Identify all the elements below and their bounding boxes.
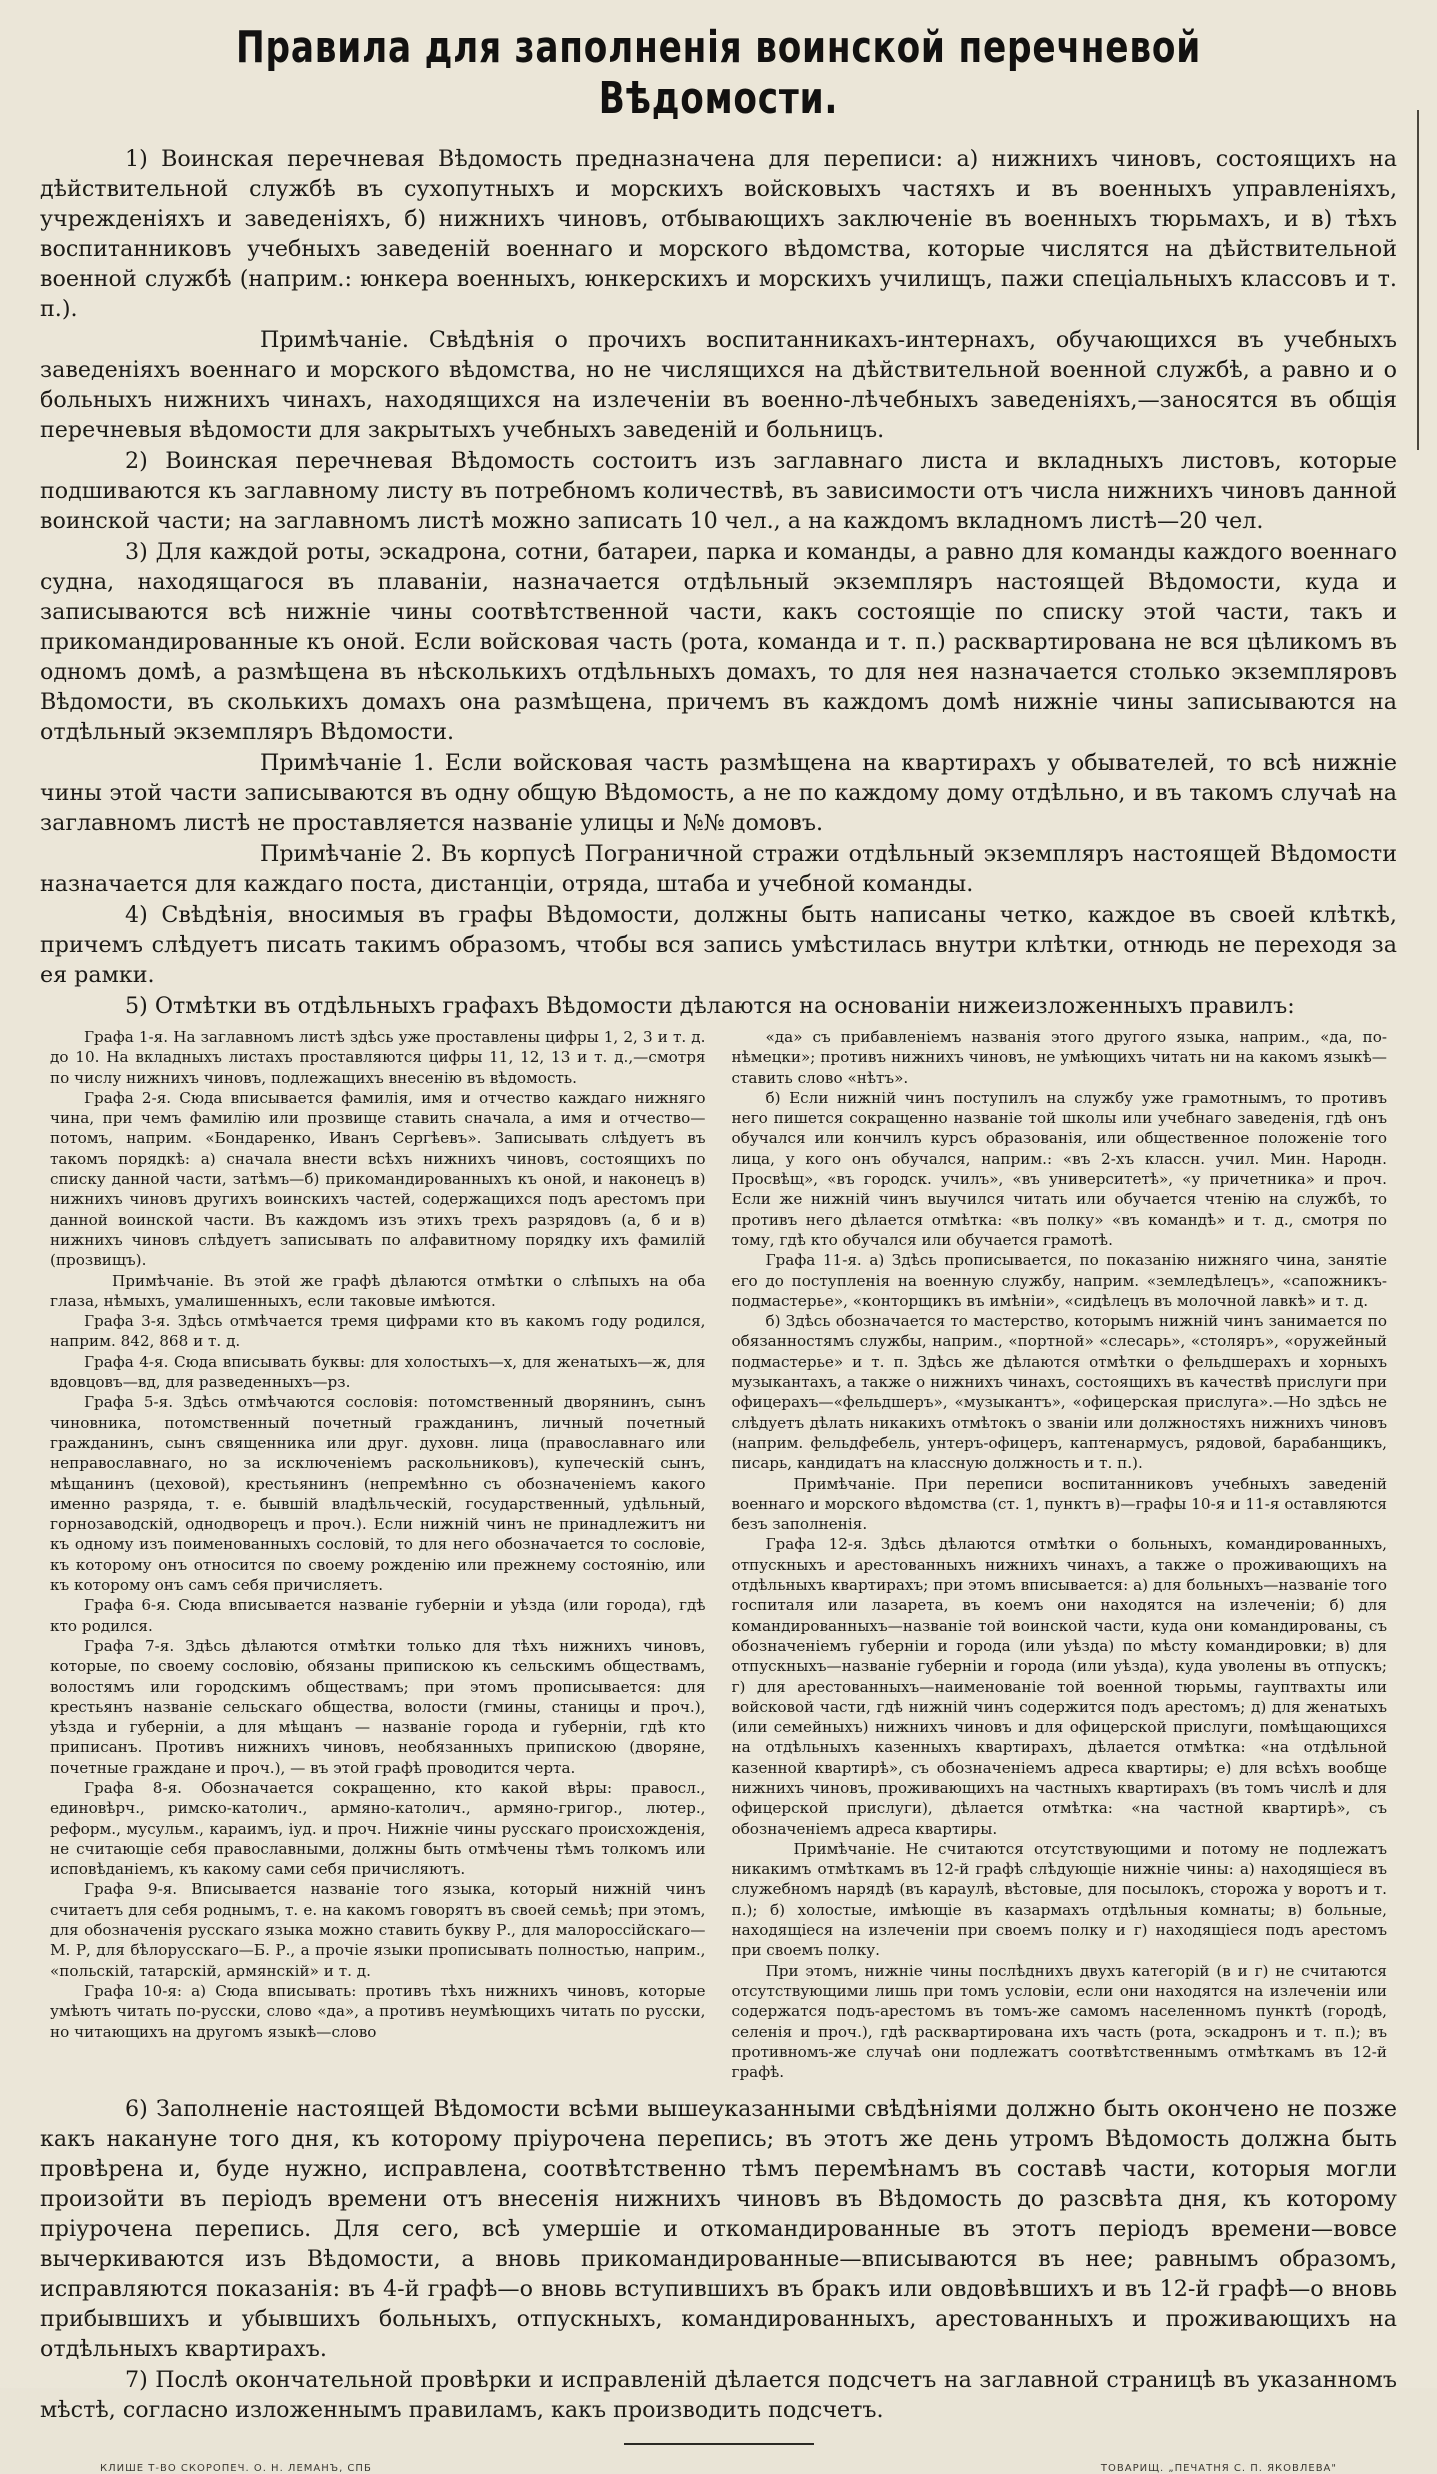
bottom-section [40, 2094, 1397, 2425]
document-title: Правила для заполненія воинской перечневой Вѣдомости. [235, 22, 1202, 124]
column-paragraph: Графа 12-я. Здѣсь дѣлаются отмѣтки о больныхъ, командированныхъ, отпускныхъ и арестованныхъ нижнихъ чинахъ, а также о проживающихъ на отдѣльныхъ квартирахъ; при этомъ вписывается: а) для больныхъ—названіе того госпиталя или лазарета, въ коемъ они находятся на излеченіи; б) для командированныхъ—названіе той воинской части, куда они командированы, съ обозначеніемъ губерніи и города (или уѣзда) по мѣсту командировки; в) для отпускныхъ—названіе губерніи и города (или уѣзда), куда уволены въ отпускъ; г) для арестованныхъ—наименованіе той военной тюрьмы, гауптвахты или войсковой части, гдѣ нижній чинъ содержится подъ арестомъ; д) для женатыхъ (или семейныхъ) нижнихъ чиновъ и для офицерской прислуги, помѣщающихся на отдѣльныхъ казенныхъ квартирахъ, дѣлается отмѣтка: «на отдѣльной казенной квартирѣ», съ обозначеніемъ адреса квартиры; е) для всѣхъ вообще нижнихъ чиновъ, проживающихъ на частныхъ квартирахъ (въ томъ числѣ и для офицерской прислуги), дѣлается отмѣтка: «на частной квартирѣ», съ обозначеніемъ адреса квартиры. [731, 1535, 1387, 1838]
page-edge-mark [1417, 110, 1437, 450]
column-paragraph: б) Если нижній чинъ поступилъ на службу уже грамотнымъ, то противъ него пишется сокращенно названіе той школы или учебнаго заведенія, гдѣ онъ обучался или кончилъ курсъ образованія, или общественное положеніе того лица, у кого онъ обучался, наприм.: «въ 2-хъ классн. учил. Мин. Народн. Просвѣщ», «въ городск. училъ», «въ университетѣ», «у причетника» и проч. Если же нижній чинъ выучился читать или обучается чтенію на службѣ, то противъ него дѣлается отмѣтка: «въ полку» «въ командѣ» и т. д., смотря по тому, гдѣ кто обучался или обучается грамотѣ. [731, 1088, 1387, 1249]
footer-left: КЛИШЕ Т-ВО СКОРОПЕЧ. О. Н. ЛЕМАНЪ, СПБ [100, 2463, 372, 2474]
column-paragraph: Графа 7-я. Здѣсь дѣлаются отмѣтки только для тѣхъ нижнихъ чиновъ, которые, по своему сословію, обязаны припискою къ сельскимъ обществамъ, волостямъ или городскимъ обществамъ; при этомъ прописывается: для крестьянъ названіе сельскаго общества, волости (гмины, станицы и проч.), уѣзда и губерніи, а для мѣщанъ — названіе города и губерніи, гдѣ кто приписанъ. Противъ нижнихъ чиновъ, необязанныхъ припискою (дворяне, почетные граждане и проч.), — въ этой графѣ проводится черта. [50, 1636, 706, 1777]
rule-5: 5) Отмѣтки въ отдѣльныхъ графахъ Вѣдомости дѣлаются на основаніи нижеизложенныхъ правилъ: [125, 993, 1295, 1019]
column-paragraph: Графа 8-я. Обозначается сокращенно, кто какой вѣры: правосл., единовѣрч., римско-католич., армяно-католич., армяно-григор., лютер., реформ., мусульм., караимъ, іуд. и проч. Нижніе чины русскаго происхожденія, не считающіе себя православными, должны быть отмѣчены тѣмъ толкомъ или исповѣданіемъ, къ какому сами себя причисляютъ. [50, 1778, 706, 1879]
rule-7: 7) Послѣ окончательной провѣрки и исправленій дѣлается подсчетъ на заглавной страницѣ въ указанномъ мѣстѣ, согласно изложеннымъ правиламъ, какъ производить подсчетъ. [40, 2367, 1397, 2424]
printer-footer [40, 2445, 1397, 2474]
column-note: Примѣчаніе. Въ этой же графѣ дѣлаются отмѣтки о слѣпыхъ на оба глаза, нѣмыхъ, умалишенныхъ, если таковые имѣются. [50, 1271, 706, 1310]
column-paragraph: Графа 9-я. Вписывается названіе того языка, который нижній чинъ считаетъ для себя роднымъ, т. е. на какомъ говорятъ въ своей семьѣ; при этомъ, для обозначенія русскаго языка можно ставить букву Р., для малороссійскаго—М. Р, для бѣлорусскаго—Б. Р., а прочіе языки прописывать полностью, наприм., «польскій, татарскій, армянскій» и т. д. [50, 1880, 706, 1980]
column-paragraph: При этомъ, нижніе чины послѣднихъ двухъ категорій (в и г) не считаются отсутствующими лишь при томъ условіи, если они находятся на излеченіи или содержатся подъ-арестомъ въ томъ-же самомъ населенномъ пунктѣ (городѣ, селенія и проч.), гдѣ расквартирована ихъ часть (рота, эскадронъ и т. п.); въ противномъ-же случаѣ они подлежатъ соотвѣтственнымъ отмѣткамъ въ 12-й графѣ. [731, 1961, 1387, 2082]
column-paragraph: Графа 4-я. Сюда вписывать буквы: для холостыхъ—х, для женатыхъ—ж, для вдовцовъ—вд, для разведенныхъ—рз. [50, 1352, 706, 1392]
rule-3: 3) Для каждой роты, эскадрона, сотни, батареи, парка и команды, а равно для команды каждого военнаго судна, находящагося въ плаваніи, назначается отдѣльный экземпляръ настоящей Вѣдомости, куда и записываются всѣ нижніе чины соотвѣтственной части, какъ состоящіе по списку этой части, такъ и прикомандированные къ оной. Если войсковая часть (рота, команда и т. п.) расквартирована не вся цѣликомъ въ одномъ домѣ, а размѣщена въ нѣсколькихъ отдѣльныхъ домахъ, то для нея назначается столько экземпляровъ Вѣдомости, въ сколькихъ домахъ она размѣщена, причемъ въ каждомъ домѣ нижніе чины записываются на отдѣльный экземпляръ Вѣдомости. [40, 539, 1397, 745]
column-paragraph: Графа 2-я. Сюда вписывается фамилія, имя и отчество каждаго нижняго чина, при чемъ фамилію или прозвище ставить сначала, а имя и отчество—потомъ, наприм. «Бондаренко, Иванъ Сергѣевъ». Записывать слѣдуетъ въ такомъ порядкѣ: а) сначала внести всѣхъ нижнихъ чиновъ, состоящихъ по списку данной части, затѣмъ—б) прикомандированныхъ къ оной, и наконецъ в) нижнихъ чиновъ другихъ воинскихъ частей, содержащихся подъ арестомъ при данной воинской части. Въ каждомъ изъ этихъ трехъ разрядовъ (а, б и в) нижнихъ чиновъ слѣдуетъ записывать по алфавитному порядку ихъ фамилій (прозвищъ). [50, 1088, 706, 1270]
rule-1: 1) Воинская перечневая Вѣдомость предназначена для переписи: а) нижнихъ чиновъ, состоящихъ на дѣйствительной службѣ въ сухопутныхъ и морскихъ войсковыхъ частяхъ и въ военныхъ управленіяхъ, учрежденіяхъ и заведеніяхъ, б) нижнихъ чиновъ, отбывающихъ заключеніе въ военныхъ тюрьмахъ, и в) тѣхъ воспитанниковъ учебныхъ заведеній военнаго и морского вѣдомства, которые числятся на дѣйствительной военной службѣ (наприм.: юнкера военныхъ, юнкерскихъ и морскихъ училищъ, пажи спеціальныхъ классовъ и т. п.). [40, 146, 1397, 322]
rule-3-note-2: Примѣчаніе 2. Въ корпусѣ Пограничной стражи отдѣльный экземпляръ настоящей Вѣдомости назначается для каждаго поста, дистанціи, отряда, штаба и учебной команды. [40, 841, 1397, 897]
column-paragraph: Графа 6-я. Сюда вписывается названіе губерніи и уѣзда (или города), гдѣ кто родился. [50, 1596, 706, 1635]
column-note: Примѣчаніе. При переписи воспитанниковъ учебныхъ заведеній военнаго и морского вѣдомства (ст. 1, пунктъ в)—графы 10-я и 11-я оставляются безъ заполненія. [731, 1474, 1387, 1534]
left-column [50, 1027, 706, 2042]
column-paragraph: «да» съ прибавленіемъ названія этого другого языка, наприм., «да, по-нѣмецки»; противъ нижнихъ чиновъ, не умѣющихъ читать ни на какомъ языкѣ—ставить слово «нѣтъ». [731, 1028, 1387, 1087]
column-paragraph: Графа 10-я: а) Сюда вписывать: противъ тѣхъ нижнихъ чиновъ, которые умѣютъ читать по-русски, слово «да», а противъ неумѣющихъ читать по русски, но читающихъ на другомъ языкѣ—слово [50, 1981, 706, 2041]
column-paragraph: Графа 3-я. Здѣсь отмѣчается тремя цифрами кто въ какомъ году родился, наприм. 842, 868 и т. д. [50, 1312, 706, 1351]
column-paragraph: Графа 5-я. Здѣсь отмѣчаются сословія: потомственный дворянинъ, сынъ чиновника, потомственный почетный гражданинъ, личный почетный гражданинъ, сынъ священника или друг. духовн. лица (православнаго или неправославнаго, но за исключеніемъ раскольниковъ), купеческій сынъ, мѣщанинъ (цеховой), крестьянинъ (непремѣнно съ обозначеніемъ какого именно разряда, т. е. бывшій владѣльческій, государственный, удѣльный, горнозаводскій, однодворецъ и проч.). Если нижній чинъ не принадлежитъ ни къ одному изъ поименованныхъ сословій, то для него обозначается то сословіе, къ которому онъ относится по своему рожденію или прежнему состоянію, или къ которому онъ самъ себя причисляетъ. [50, 1393, 706, 1595]
column-paragraph: Графа 1-я. На заглавномъ листѣ здѣсь уже проставлены цифры 1, 2, 3 и т. д. до 10. На вкладныхъ листахъ проставляются цифры 11, 12, 13 и т. д.,—смотря по числу нижнихъ чиновъ, подлежащихъ внесенію въ вѣдомость. [50, 1028, 706, 1087]
column-note: Примѣчаніе. Не считаются отсутствующими и потому не подлежатъ никакимъ отмѣткамъ въ 12-й графѣ слѣдующіе нижніе чины: а) находящіеся въ служебномъ нарядѣ (въ караулѣ, вѣстовые, для посылокъ, сторожа у воротъ и т. п.); б) холостые, имѣющіе въ казармахъ отдѣльныя комнаты; в) больные, находящіеся на излеченіи при своемъ полку и г) находящіеся подъ арестомъ при своемъ полку. [731, 1839, 1387, 1960]
top-section [40, 144, 1397, 1021]
rule-1-note: Примѣчаніе. Свѣдѣнія о прочихъ воспитанникахъ-интернахъ, обучающихся въ учебныхъ заведеніяхъ военнаго и морского вѣдомства, но не числящихся на дѣйствительной военной службѣ, а равно и о больныхъ нижнихъ чинахъ, находящихся на излеченіи въ военно-лѣчебныхъ заведеніяхъ,—заносятся въ общія перечневыя вѣдомости для закрытыхъ учебныхъ заведеній и больницъ. [40, 327, 1397, 443]
column-section [40, 1027, 1397, 2082]
column-paragraph: б) Здѣсь обозначается то мастерство, которымъ нижній чинъ занимается по обязанностямъ службы, наприм., «портной» «слесарь», «столяръ», «оружейный подмастерье» и т. п. Здѣсь же дѣлаются отмѣтки о фельдшерахъ и хорныхъ музыкантахъ, а также о нижнихъ чинахъ, состоящихъ въ качествѣ прислуги при офицерахъ—«фельдшеръ», «музыкантъ», «офицерская прислуга».—Но здѣсь не слѣдуетъ дѣлать никакихъ отмѣтокъ о званіи или должностяхъ нижнихъ чиновъ (наприм. фельдфебель, унтеръ-офицеръ, каптенармусъ, рядовой, барабанщикъ, писарь, кандидатъ на классную должность и т. п.). [731, 1312, 1387, 1473]
right-column [732, 1027, 1388, 2082]
rule-2: 2) Воинская перечневая Вѣдомость состоитъ изъ заглавнаго листа и вкладныхъ листовъ, которые подшиваются къ заглавному листу въ потребномъ количествѣ, въ зависимости отъ числа нижнихъ чиновъ данной воинской части; на заглавномъ листѣ можно записать 10 чел., а на каждомъ вкладномъ листѣ—20 чел. [40, 448, 1397, 534]
rule-4: 4) Свѣдѣнія, вносимыя въ графы Вѣдомости, должны быть написаны четко, каждое въ своей клѣткѣ, причемъ слѣдуетъ писать такимъ образомъ, чтобы вся запись умѣстилась внутри клѣтки, отнюдь не переходя за ея рамки. [40, 902, 1397, 988]
rule-6: 6) Заполненіе настоящей Вѣдомости всѣми вышеуказанными свѣдѣніями должно быть окончено не позже какъ накануне того дня, къ которому пріурочена перепись; въ этотъ же день утромъ Вѣдомость должна быть провѣрена и, буде нужно, исправлена, соотвѣтственно тѣмъ перемѣнамъ въ составѣ части, которыя могли произойти въ періодъ времени отъ внесенія нижнихъ чиновъ въ Вѣдомость до разсвѣта дня, къ которому пріурочена перепись. Для сего, всѣ умершіе и откомандированные въ этотъ періодъ времени—вовсе вычеркиваются изъ Вѣдомости, а вновь прикомандированные—вписываются въ нее; равнымъ образомъ, исправляются показанія: въ 4-й графѣ—о вновь вступившихъ въ бракъ или овдовѣвшихъ и въ 12-й графѣ—о вновь прибывшихъ и убывшихъ больныхъ, отпускныхъ, командированныхъ, арестованныхъ и проживающихъ на отдѣльныхъ квартирахъ. [40, 2096, 1397, 2363]
column-paragraph: Графа 11-я. а) Здѣсь прописывается, по показанію нижняго чина, занятіе его до поступленія на военную службу, наприм. «земледѣлецъ», «сапожникъ-подмастерье», «конторщикъ въ имѣніи», «сидѣлецъ въ молочной лавкѣ» и т. д. [731, 1251, 1387, 1310]
rule-3-note-1: Примѣчаніе 1. Если войсковая часть размѣщена на квартирахъ у обывателей, то всѣ нижніе чины этой части записываются въ одну общую Вѣдомость, а не по каждому дому отдѣльно, и въ такомъ случаѣ на заглавномъ листѣ не проставляется названіе улицы и №№ домовъ. [40, 750, 1397, 836]
footer-right: ТОВАРИЩ. „ПЕЧАТНЯ С. П. ЯКОВЛЕВА" [1100, 2463, 1337, 2474]
